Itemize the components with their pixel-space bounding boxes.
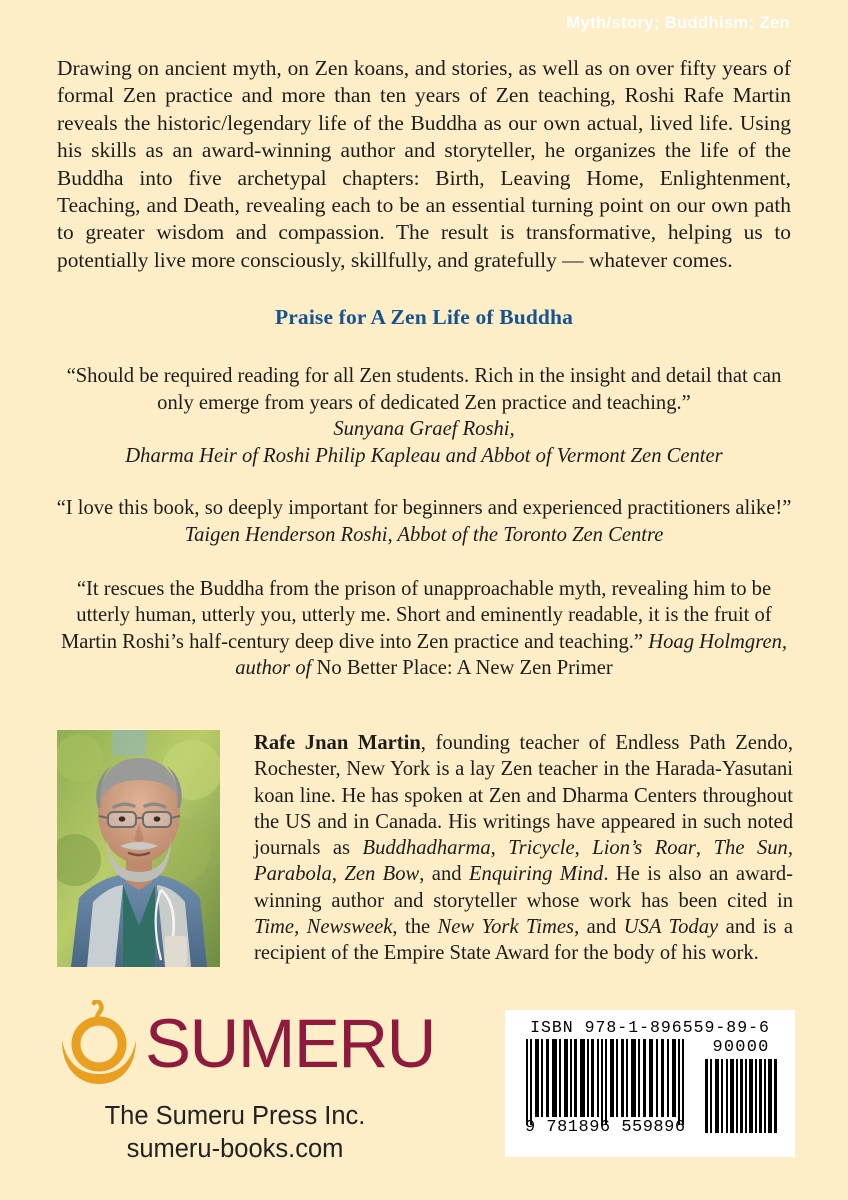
publisher-block — [57, 1000, 457, 1164]
author-bio-part-1: , founding teacher of Endless Path Zendo, Rochester, New York is a lay Zen teacher in the Harada-Yasutani koan line. He has spoken at Zen and Dharma Centers throughout the US and in Canada. His writings have appeared in such noted journals as — [254, 732, 793, 860]
category-banner — [0, 0, 848, 46]
author-name: Rafe Jnan Martin — [254, 732, 421, 754]
journal-2: Tricycle — [508, 837, 575, 860]
testimonials-list — [50, 363, 798, 682]
isbn-text: ISBN 978-1-896559-89-6 — [530, 1018, 770, 1037]
price-addon-group — [703, 1039, 779, 1133]
media-4: USA Today — [623, 916, 719, 939]
testimonial-3-quote: “It rescues the Buddha from the prison of unapproachable myth, revealing him to be utterly human, utterly you, utterly me. Short and eminently readable, it is the fruit of Martin Roshi’s half-century deep dive into Zen practice and teaching.” — [60, 577, 772, 653]
barcode-block — [505, 1010, 795, 1157]
author-bio-part-2: . He is also an award-winning author and storyteller whose work has been cited in — [254, 863, 794, 912]
testimonial-2-quote: “I love this book, so deeply important for beginners and experienced practitioners alike!” — [56, 497, 792, 520]
publisher-logo — [57, 1000, 457, 1086]
journal-1: Buddhadharma — [362, 837, 491, 860]
category-label: Myth/story; Buddhism; Zen — [566, 13, 790, 32]
price-code-text: 90000 — [712, 1038, 770, 1057]
journal-4: The Sun — [713, 837, 788, 860]
publisher-url[interactable]: sumeru-books.com — [126, 1135, 344, 1163]
testimonial-3-book-title: No Better Place: A New Zen Primer — [316, 657, 613, 680]
publisher-name: The Sumeru Press Inc. — [104, 1102, 366, 1130]
testimonial-3 — [50, 576, 798, 682]
testimonial-2-attribution: Taigen Henderson Roshi, Abbot of the Toronto Zen Centre — [184, 523, 664, 546]
testimonial-3-attribution: Hoag Holmgren, author of — [235, 630, 788, 680]
journal-3: Lion’s Roar — [592, 837, 696, 860]
media-3: New York Times — [437, 916, 575, 939]
testimonial-1-quote: “Should be required reading for all Zen students. Rich in the insight and detail that can only emerge from years of dedicated Zen practice and teaching.” — [66, 365, 782, 414]
ean5-addon-barcode-icon — [703, 1059, 779, 1133]
author-bio: Rafe Jnan Martin, founding teacher of Endless Path Zendo, Rochester, New York is a lay Zen teacher in the Harada-Yasutani koan line. He has spoken at Zen and Dharma Centers throughout the US and in Canada. His writings have appeared in such noted journals as Buddhadharma, Tricycle, Lion’s Roar, The Sun, Parabola, Zen Bow, and Enquiring Mind. He is also an award-winning author and storyteller whose work has been cited in Time, Newsweek, the New York Times, and USA Today and is a recipient of the Empire State Award for the body of his work. — [254, 732, 794, 965]
media-1: Time — [254, 916, 295, 939]
publisher-wordmark: SUMERU — [145, 1004, 436, 1082]
testimonial-2 — [50, 495, 798, 548]
ean-digits-text: 9 781896 559896 — [525, 1118, 686, 1137]
journal-6: Zen Bow — [344, 863, 420, 886]
barcode-graphics — [517, 1039, 783, 1135]
blurb-paragraph: Drawing on ancient myth, on Zen koans, and stories, as well as on over fifty years of formal Zen practice and more than ten years of Zen teaching, Roshi Rafe Martin reveals the historic/legendary life of the Buddha as our own actual, lived life. Using his skills as an award-winning author and storyteller, he organizes the life of the Buddha into five archetypal chapters: Birth, Leaving Home, Enlightenment, Teaching, and Death, revealing each to be an essential turning point on our own path to greater wisdom and compassion. The result is transformative, helping us to potentially live more consciously, skillfully, and gratefully — whatever comes. — [57, 56, 791, 272]
testimonial-1-attribution: Sunyana Graef Roshi, — [333, 418, 515, 441]
praise-heading: Praise for A Zen Life of Buddha — [274, 305, 574, 329]
media-2: Newsweek — [306, 916, 393, 939]
sumeru-flame-crescent-icon — [57, 1000, 141, 1086]
ean13-barcode-icon — [525, 1039, 685, 1125]
testimonial-1-attribution-detail: Dharma Heir of Roshi Philip Kapleau and Abbot of Vermont Zen Center — [125, 444, 723, 467]
journal-7: Enquiring Mind — [468, 863, 604, 886]
author-photo — [57, 730, 220, 967]
testimonial-1 — [50, 363, 798, 469]
journal-5: Parabola — [254, 863, 332, 886]
author-bio-part-3: and is a recipient of the Empire State Award for the body of his work. — [254, 916, 793, 965]
